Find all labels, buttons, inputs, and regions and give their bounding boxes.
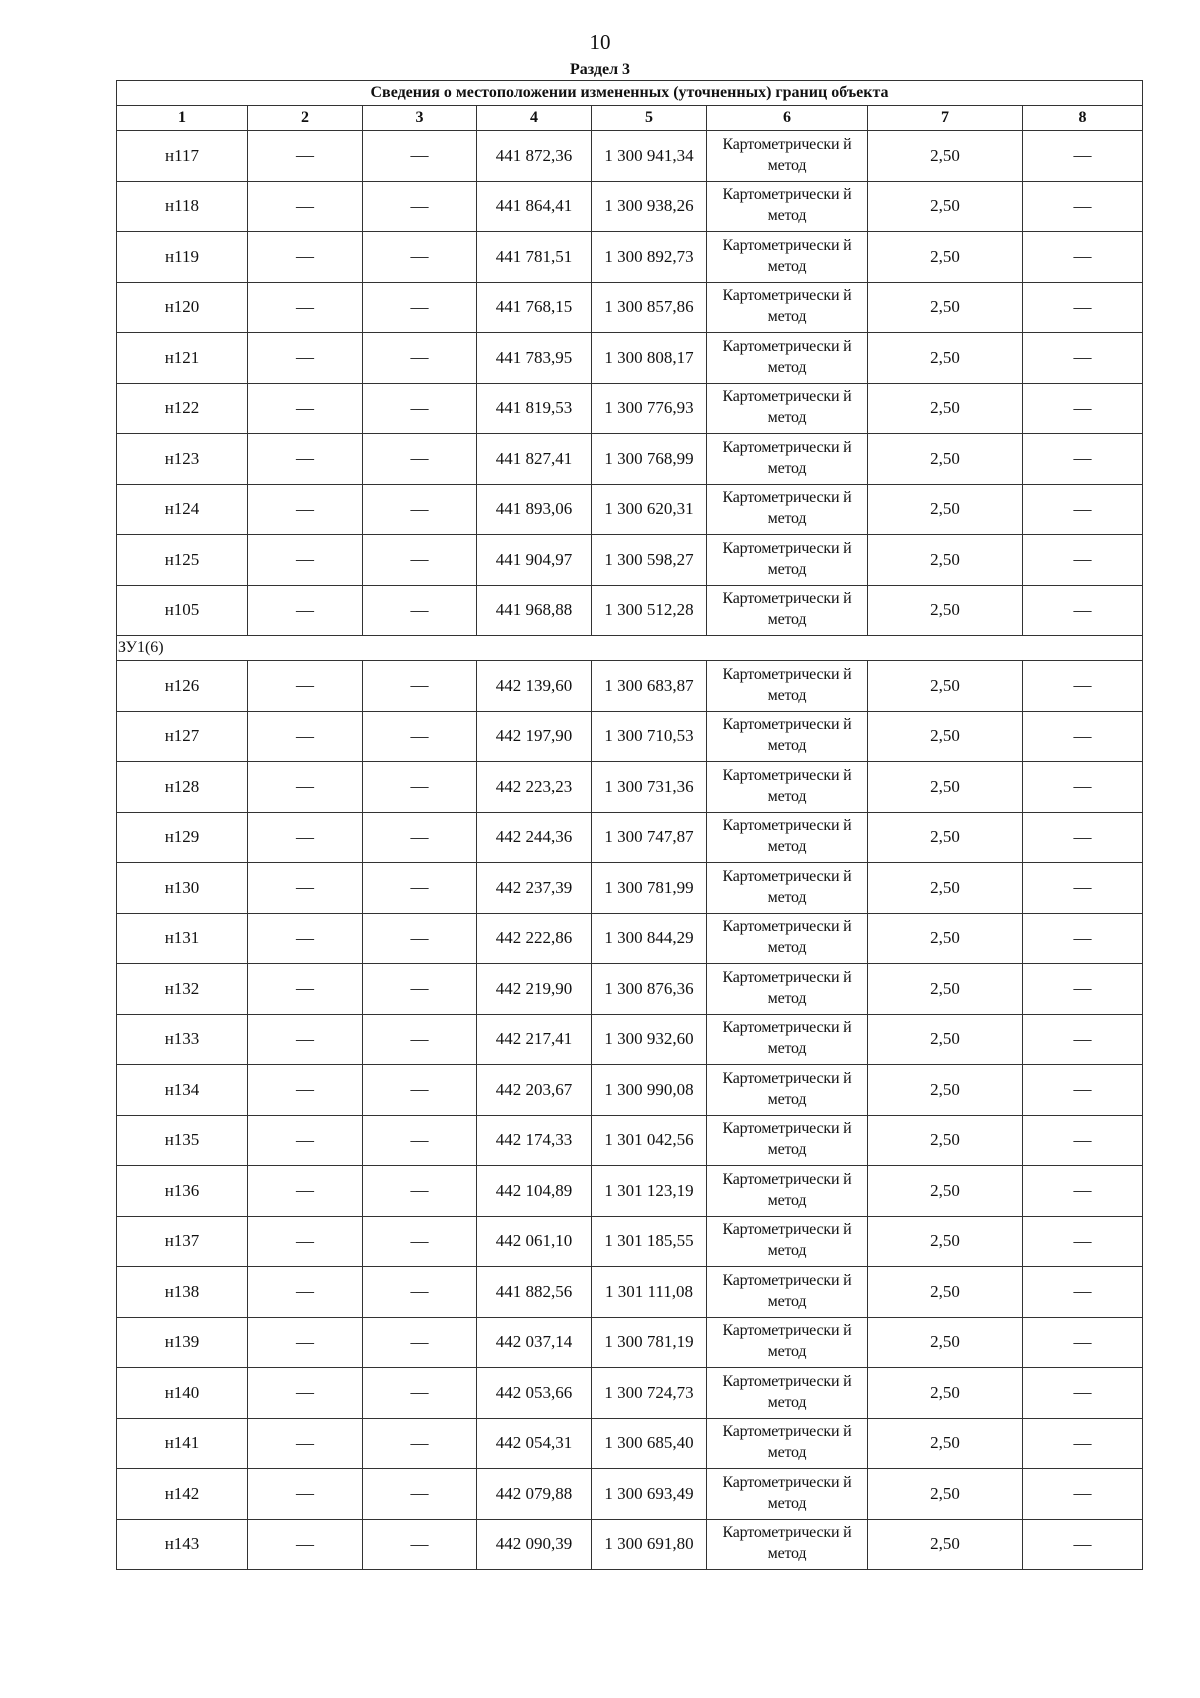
column-2-cell: — [248, 812, 363, 863]
x-coordinate-cell: 441 968,88 [477, 585, 592, 636]
method-cell: Картометрически й метод [707, 484, 868, 535]
column-3-cell: — [363, 1115, 477, 1166]
table-row [117, 1115, 1143, 1166]
column-3-cell: — [363, 131, 477, 182]
x-coordinate-cell: 441 768,15 [477, 282, 592, 333]
point-id-cell: н117 [117, 131, 248, 182]
method-cell: Картометрически й метод [707, 1014, 868, 1065]
accuracy-cell: 2,50 [868, 585, 1023, 636]
table-row [117, 131, 1143, 182]
column-8-cell: — [1023, 383, 1143, 434]
x-coordinate-cell: 441 893,06 [477, 484, 592, 535]
y-coordinate-cell: 1 301 111,08 [592, 1267, 707, 1318]
method-cell: Картометрически й метод [707, 282, 868, 333]
point-id-cell: н140 [117, 1368, 248, 1419]
column-3-cell: — [363, 1519, 477, 1570]
column-8-cell: — [1023, 762, 1143, 813]
method-cell: Картометрически й метод [707, 535, 868, 586]
column-number: 5 [592, 106, 707, 131]
column-number: 7 [868, 106, 1023, 131]
method-cell: Картометрически й метод [707, 762, 868, 813]
column-2-cell: — [248, 585, 363, 636]
y-coordinate-cell: 1 300 892,73 [592, 232, 707, 283]
column-3-cell: — [363, 1469, 477, 1520]
column-2-cell: — [248, 1065, 363, 1116]
accuracy-cell: 2,50 [868, 762, 1023, 813]
method-cell: Картометрически й метод [707, 711, 868, 762]
x-coordinate-cell: 442 197,90 [477, 711, 592, 762]
point-id-cell: н129 [117, 812, 248, 863]
column-2-cell: — [248, 1368, 363, 1419]
y-coordinate-cell: 1 300 512,28 [592, 585, 707, 636]
column-3-cell: — [363, 1368, 477, 1419]
column-8-cell: — [1023, 1519, 1143, 1570]
column-3-cell: — [363, 333, 477, 384]
accuracy-cell: 2,50 [868, 383, 1023, 434]
method-cell: Картометрически й метод [707, 434, 868, 485]
column-2-cell: — [248, 1216, 363, 1267]
column-3-cell: — [363, 484, 477, 535]
x-coordinate-cell: 442 054,31 [477, 1418, 592, 1469]
y-coordinate-cell: 1 300 781,19 [592, 1317, 707, 1368]
column-3-cell: — [363, 535, 477, 586]
method-cell: Картометрически й метод [707, 1469, 868, 1520]
accuracy-cell: 2,50 [868, 913, 1023, 964]
column-2-cell: — [248, 913, 363, 964]
column-2-cell: — [248, 535, 363, 586]
table-row [117, 913, 1143, 964]
method-cell: Картометрически й метод [707, 1115, 868, 1166]
x-coordinate-cell: 442 223,23 [477, 762, 592, 813]
column-3-cell: — [363, 762, 477, 813]
accuracy-cell: 2,50 [868, 333, 1023, 384]
accuracy-cell: 2,50 [868, 1065, 1023, 1116]
table-row [117, 863, 1143, 914]
y-coordinate-cell: 1 300 990,08 [592, 1065, 707, 1116]
accuracy-cell: 2,50 [868, 1115, 1023, 1166]
accuracy-cell: 2,50 [868, 1469, 1023, 1520]
column-8-cell: — [1023, 434, 1143, 485]
table-row [117, 1166, 1143, 1217]
column-2-cell: — [248, 1317, 363, 1368]
table-row [117, 1469, 1143, 1520]
point-id-cell: н139 [117, 1317, 248, 1368]
column-2-cell: — [248, 711, 363, 762]
x-coordinate-cell: 441 827,41 [477, 434, 592, 485]
accuracy-cell: 2,50 [868, 1014, 1023, 1065]
accuracy-cell: 2,50 [868, 232, 1023, 283]
column-3-cell: — [363, 434, 477, 485]
column-8-cell: — [1023, 812, 1143, 863]
point-id-cell: н138 [117, 1267, 248, 1318]
method-cell: Картометрически й метод [707, 1317, 868, 1368]
table-row [117, 1267, 1143, 1318]
column-8-cell: — [1023, 535, 1143, 586]
y-coordinate-cell: 1 300 693,49 [592, 1469, 707, 1520]
point-id-cell: н126 [117, 661, 248, 712]
table-row [117, 383, 1143, 434]
column-8-cell: — [1023, 1469, 1143, 1520]
accuracy-cell: 2,50 [868, 181, 1023, 232]
column-number: 6 [707, 106, 868, 131]
point-id-cell: н118 [117, 181, 248, 232]
method-cell: Картометрически й метод [707, 661, 868, 712]
x-coordinate-cell: 441 819,53 [477, 383, 592, 434]
column-3-cell: — [363, 913, 477, 964]
column-8-cell: — [1023, 1317, 1143, 1368]
point-id-cell: н137 [117, 1216, 248, 1267]
column-8-cell: — [1023, 964, 1143, 1015]
y-coordinate-cell: 1 300 683,87 [592, 661, 707, 712]
method-cell: Картометрически й метод [707, 1267, 868, 1318]
point-id-cell: н136 [117, 1166, 248, 1217]
column-2-cell: — [248, 1418, 363, 1469]
point-id-cell: н105 [117, 585, 248, 636]
column-8-cell: — [1023, 1166, 1143, 1217]
group-label: ЗУ1(6) [117, 636, 1143, 661]
table-row [117, 1014, 1143, 1065]
method-cell: Картометрически й метод [707, 1166, 868, 1217]
column-2-cell: — [248, 434, 363, 485]
column-2-cell: — [248, 964, 363, 1015]
y-coordinate-cell: 1 300 857,86 [592, 282, 707, 333]
x-coordinate-cell: 442 217,41 [477, 1014, 592, 1065]
column-2-cell: — [248, 1014, 363, 1065]
point-id-cell: н125 [117, 535, 248, 586]
table-row [117, 181, 1143, 232]
column-number-row [117, 106, 1143, 131]
y-coordinate-cell: 1 300 724,73 [592, 1368, 707, 1419]
column-2-cell: — [248, 383, 363, 434]
accuracy-cell: 2,50 [868, 282, 1023, 333]
accuracy-cell: 2,50 [868, 1368, 1023, 1419]
accuracy-cell: 2,50 [868, 1519, 1023, 1570]
accuracy-cell: 2,50 [868, 535, 1023, 586]
column-8-cell: — [1023, 1418, 1143, 1469]
column-2-cell: — [248, 863, 363, 914]
method-cell: Картометрически й метод [707, 181, 868, 232]
accuracy-cell: 2,50 [868, 434, 1023, 485]
method-cell: Картометрически й метод [707, 964, 868, 1015]
page-number: 10 [589, 30, 611, 54]
table-row [117, 484, 1143, 535]
point-id-cell: н124 [117, 484, 248, 535]
method-cell: Картометрически й метод [707, 333, 868, 384]
boundary-coordinates-table [116, 80, 1143, 1570]
column-2-cell: — [248, 762, 363, 813]
column-8-cell: — [1023, 1065, 1143, 1116]
accuracy-cell: 2,50 [868, 661, 1023, 712]
x-coordinate-cell: 442 104,89 [477, 1166, 592, 1217]
column-2-cell: — [248, 333, 363, 384]
column-8-cell: — [1023, 585, 1143, 636]
column-8-cell: — [1023, 1216, 1143, 1267]
x-coordinate-cell: 442 090,39 [477, 1519, 592, 1570]
accuracy-cell: 2,50 [868, 964, 1023, 1015]
accuracy-cell: 2,50 [868, 1267, 1023, 1318]
x-coordinate-cell: 442 244,36 [477, 812, 592, 863]
method-cell: Картометрически й метод [707, 1216, 868, 1267]
x-coordinate-cell: 442 222,86 [477, 913, 592, 964]
point-id-cell: н120 [117, 282, 248, 333]
table-row [117, 711, 1143, 762]
column-3-cell: — [363, 181, 477, 232]
column-2-cell: — [248, 1519, 363, 1570]
x-coordinate-cell: 442 079,88 [477, 1469, 592, 1520]
point-id-cell: н141 [117, 1418, 248, 1469]
point-id-cell: н143 [117, 1519, 248, 1570]
column-3-cell: — [363, 1166, 477, 1217]
x-coordinate-cell: 441 864,41 [477, 181, 592, 232]
column-8-cell: — [1023, 711, 1143, 762]
table-row [117, 585, 1143, 636]
table-row [117, 333, 1143, 384]
group-label-row [117, 636, 1143, 661]
column-3-cell: — [363, 964, 477, 1015]
method-cell: Картометрически й метод [707, 1368, 868, 1419]
column-3-cell: — [363, 1014, 477, 1065]
column-2-cell: — [248, 484, 363, 535]
column-3-cell: — [363, 863, 477, 914]
column-2-cell: — [248, 1166, 363, 1217]
method-cell: Картометрически й метод [707, 913, 868, 964]
point-id-cell: н135 [117, 1115, 248, 1166]
y-coordinate-cell: 1 300 941,34 [592, 131, 707, 182]
column-3-cell: — [363, 1065, 477, 1116]
method-cell: Картометрически й метод [707, 1519, 868, 1570]
y-coordinate-cell: 1 300 808,17 [592, 333, 707, 384]
x-coordinate-cell: 442 203,67 [477, 1065, 592, 1116]
column-3-cell: — [363, 1418, 477, 1469]
column-8-cell: — [1023, 484, 1143, 535]
column-3-cell: — [363, 282, 477, 333]
column-8-cell: — [1023, 282, 1143, 333]
y-coordinate-cell: 1 300 776,93 [592, 383, 707, 434]
column-8-cell: — [1023, 1368, 1143, 1419]
x-coordinate-cell: 442 053,66 [477, 1368, 592, 1419]
method-cell: Картометрически й метод [707, 383, 868, 434]
accuracy-cell: 2,50 [868, 1418, 1023, 1469]
column-3-cell: — [363, 661, 477, 712]
column-8-cell: — [1023, 863, 1143, 914]
y-coordinate-cell: 1 300 844,29 [592, 913, 707, 964]
table-row [117, 232, 1143, 283]
point-id-cell: н128 [117, 762, 248, 813]
table-body [117, 131, 1143, 1570]
column-3-cell: — [363, 1267, 477, 1318]
y-coordinate-cell: 1 300 598,27 [592, 535, 707, 586]
table-row [117, 812, 1143, 863]
table-row [117, 1368, 1143, 1419]
column-8-cell: — [1023, 181, 1143, 232]
table-row [117, 535, 1143, 586]
column-3-cell: — [363, 383, 477, 434]
x-coordinate-cell: 442 219,90 [477, 964, 592, 1015]
x-coordinate-cell: 442 174,33 [477, 1115, 592, 1166]
x-coordinate-cell: 442 237,39 [477, 863, 592, 914]
column-2-cell: — [248, 1267, 363, 1318]
table-row [117, 964, 1143, 1015]
table-caption: Сведения о местоположении измененных (уточненных) границ объекта [117, 81, 1143, 106]
column-2-cell: — [248, 131, 363, 182]
y-coordinate-cell: 1 300 768,99 [592, 434, 707, 485]
point-id-cell: н133 [117, 1014, 248, 1065]
x-coordinate-cell: 442 037,14 [477, 1317, 592, 1368]
method-cell: Картометрически й метод [707, 812, 868, 863]
y-coordinate-cell: 1 300 710,53 [592, 711, 707, 762]
y-coordinate-cell: 1 300 938,26 [592, 181, 707, 232]
column-8-cell: — [1023, 333, 1143, 384]
accuracy-cell: 2,50 [868, 1166, 1023, 1217]
accuracy-cell: 2,50 [868, 863, 1023, 914]
accuracy-cell: 2,50 [868, 1216, 1023, 1267]
y-coordinate-cell: 1 300 932,60 [592, 1014, 707, 1065]
y-coordinate-cell: 1 301 123,19 [592, 1166, 707, 1217]
column-3-cell: — [363, 812, 477, 863]
x-coordinate-cell: 441 781,51 [477, 232, 592, 283]
column-3-cell: — [363, 585, 477, 636]
y-coordinate-cell: 1 301 185,55 [592, 1216, 707, 1267]
table-row [117, 434, 1143, 485]
table-row [117, 762, 1143, 813]
y-coordinate-cell: 1 300 685,40 [592, 1418, 707, 1469]
column-8-cell: — [1023, 913, 1143, 964]
method-cell: Картометрически й метод [707, 1065, 868, 1116]
y-coordinate-cell: 1 300 747,87 [592, 812, 707, 863]
y-coordinate-cell: 1 300 781,99 [592, 863, 707, 914]
column-number: 8 [1023, 106, 1143, 131]
x-coordinate-cell: 442 139,60 [477, 661, 592, 712]
x-coordinate-cell: 441 904,97 [477, 535, 592, 586]
y-coordinate-cell: 1 300 691,80 [592, 1519, 707, 1570]
column-2-cell: — [248, 1115, 363, 1166]
point-id-cell: н121 [117, 333, 248, 384]
point-id-cell: н130 [117, 863, 248, 914]
column-3-cell: — [363, 1216, 477, 1267]
column-2-cell: — [248, 1469, 363, 1520]
point-id-cell: н131 [117, 913, 248, 964]
column-number: 4 [477, 106, 592, 131]
x-coordinate-cell: 442 061,10 [477, 1216, 592, 1267]
method-cell: Картометрически й метод [707, 585, 868, 636]
table-row [117, 1418, 1143, 1469]
x-coordinate-cell: 441 882,56 [477, 1267, 592, 1318]
method-cell: Картометрически й метод [707, 863, 868, 914]
point-id-cell: н122 [117, 383, 248, 434]
table-row [117, 1519, 1143, 1570]
y-coordinate-cell: 1 300 620,31 [592, 484, 707, 535]
y-coordinate-cell: 1 301 042,56 [592, 1115, 707, 1166]
point-id-cell: н132 [117, 964, 248, 1015]
accuracy-cell: 2,50 [868, 812, 1023, 863]
table-caption-row [117, 81, 1143, 106]
point-id-cell: н127 [117, 711, 248, 762]
method-cell: Картометрически й метод [707, 232, 868, 283]
method-cell: Картометрически й метод [707, 131, 868, 182]
table-row [117, 1065, 1143, 1116]
column-8-cell: — [1023, 232, 1143, 283]
method-cell: Картометрически й метод [707, 1418, 868, 1469]
accuracy-cell: 2,50 [868, 1317, 1023, 1368]
column-2-cell: — [248, 282, 363, 333]
column-8-cell: — [1023, 1014, 1143, 1065]
accuracy-cell: 2,50 [868, 484, 1023, 535]
table-row [117, 1317, 1143, 1368]
column-number: 2 [248, 106, 363, 131]
column-3-cell: — [363, 1317, 477, 1368]
column-8-cell: — [1023, 1115, 1143, 1166]
column-3-cell: — [363, 711, 477, 762]
column-number: 1 [117, 106, 248, 131]
table-row [117, 1216, 1143, 1267]
point-id-cell: н134 [117, 1065, 248, 1116]
y-coordinate-cell: 1 300 876,36 [592, 964, 707, 1015]
column-3-cell: — [363, 232, 477, 283]
x-coordinate-cell: 441 783,95 [477, 333, 592, 384]
accuracy-cell: 2,50 [868, 711, 1023, 762]
column-8-cell: — [1023, 1267, 1143, 1318]
column-8-cell: — [1023, 131, 1143, 182]
x-coordinate-cell: 441 872,36 [477, 131, 592, 182]
point-id-cell: н119 [117, 232, 248, 283]
point-id-cell: н142 [117, 1469, 248, 1520]
point-id-cell: н123 [117, 434, 248, 485]
table-row [117, 661, 1143, 712]
section-title: Раздел 3 [569, 61, 631, 78]
column-2-cell: — [248, 232, 363, 283]
column-2-cell: — [248, 661, 363, 712]
table-row [117, 282, 1143, 333]
column-number: 3 [363, 106, 477, 131]
y-coordinate-cell: 1 300 731,36 [592, 762, 707, 813]
accuracy-cell: 2,50 [868, 131, 1023, 182]
column-2-cell: — [248, 181, 363, 232]
column-8-cell: — [1023, 661, 1143, 712]
